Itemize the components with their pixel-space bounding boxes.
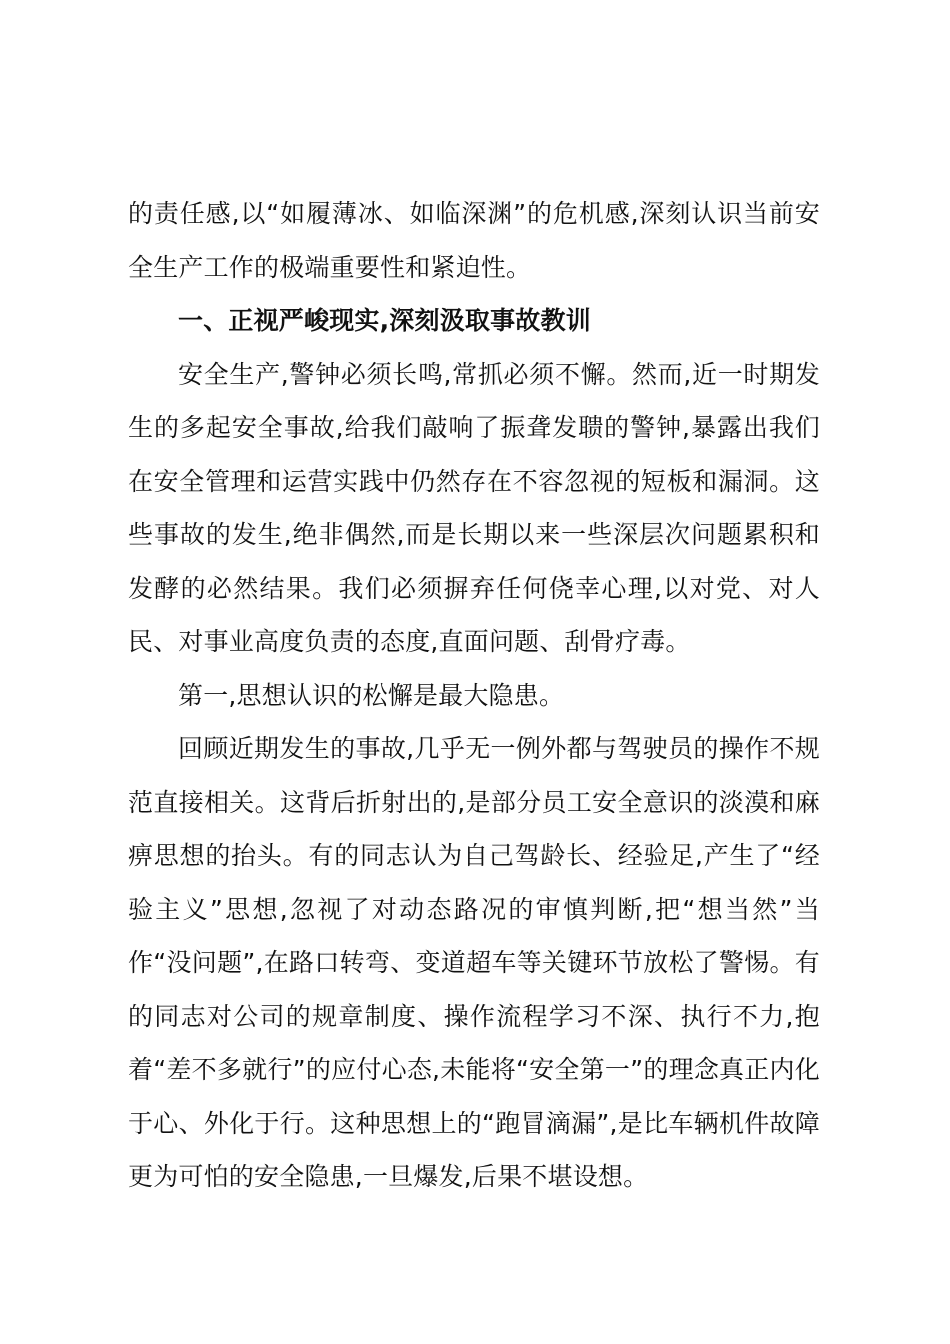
- document-body: [128, 187, 820, 1204]
- paragraph-intro: 安全生产,警钟必须长鸣,常抓必须不懈。然而,近一时期发生的多起安全事故,给我们敲响了振聋发聩的警钟,暴露出我们在安全管理和运营实践中仍然存在不容忽视的短板和漏洞。这些事故的发生,绝非偶然,而是长期以来一些深层次问题累积和发酵的必然结果。我们必须摒弃任何侥幸心理,以对党、对人民、对事业高度负责的态度,直面问题、刮骨疗毒。: [128, 359, 820, 656]
- section-heading: 一、正视严峻现实,深刻汲取事故教训: [178, 306, 591, 335]
- paragraph-point-one-detail: 回顾近期发生的事故,几乎无一例外都与驾驶员的操作不规范直接相关。这背后折射出的,是部分员工安全意识的淡漠和麻痹思想的抬头。有的同志认为自己驾龄长、经验足,产生了“经验主义”思想,忽视了对动态路况的审慎判断,把“想当然”当作“没问题”,在路口转弯、变道超车等关键环节放松了警惕。有的同志对公司的规章制度、操作流程学习不深、执行不力,抱着“差不多就行”的应付心态,未能将“安全第一”的理念真正内化于心、外化于行。这种思想上的“跑冒滴漏”,是比车辆机件故障更为可怕的安全隐患,一旦爆发,后果不堪设想。: [128, 734, 820, 1191]
- paragraph-continuation: 的责任感,以“如履薄冰、如临深渊”的危机感,深刻认识当前安全生产工作的极端重要性和紧迫性。: [128, 199, 820, 282]
- paragraph-point-one: 第一,思想认识的松懈是最大隐患。: [178, 680, 565, 710]
